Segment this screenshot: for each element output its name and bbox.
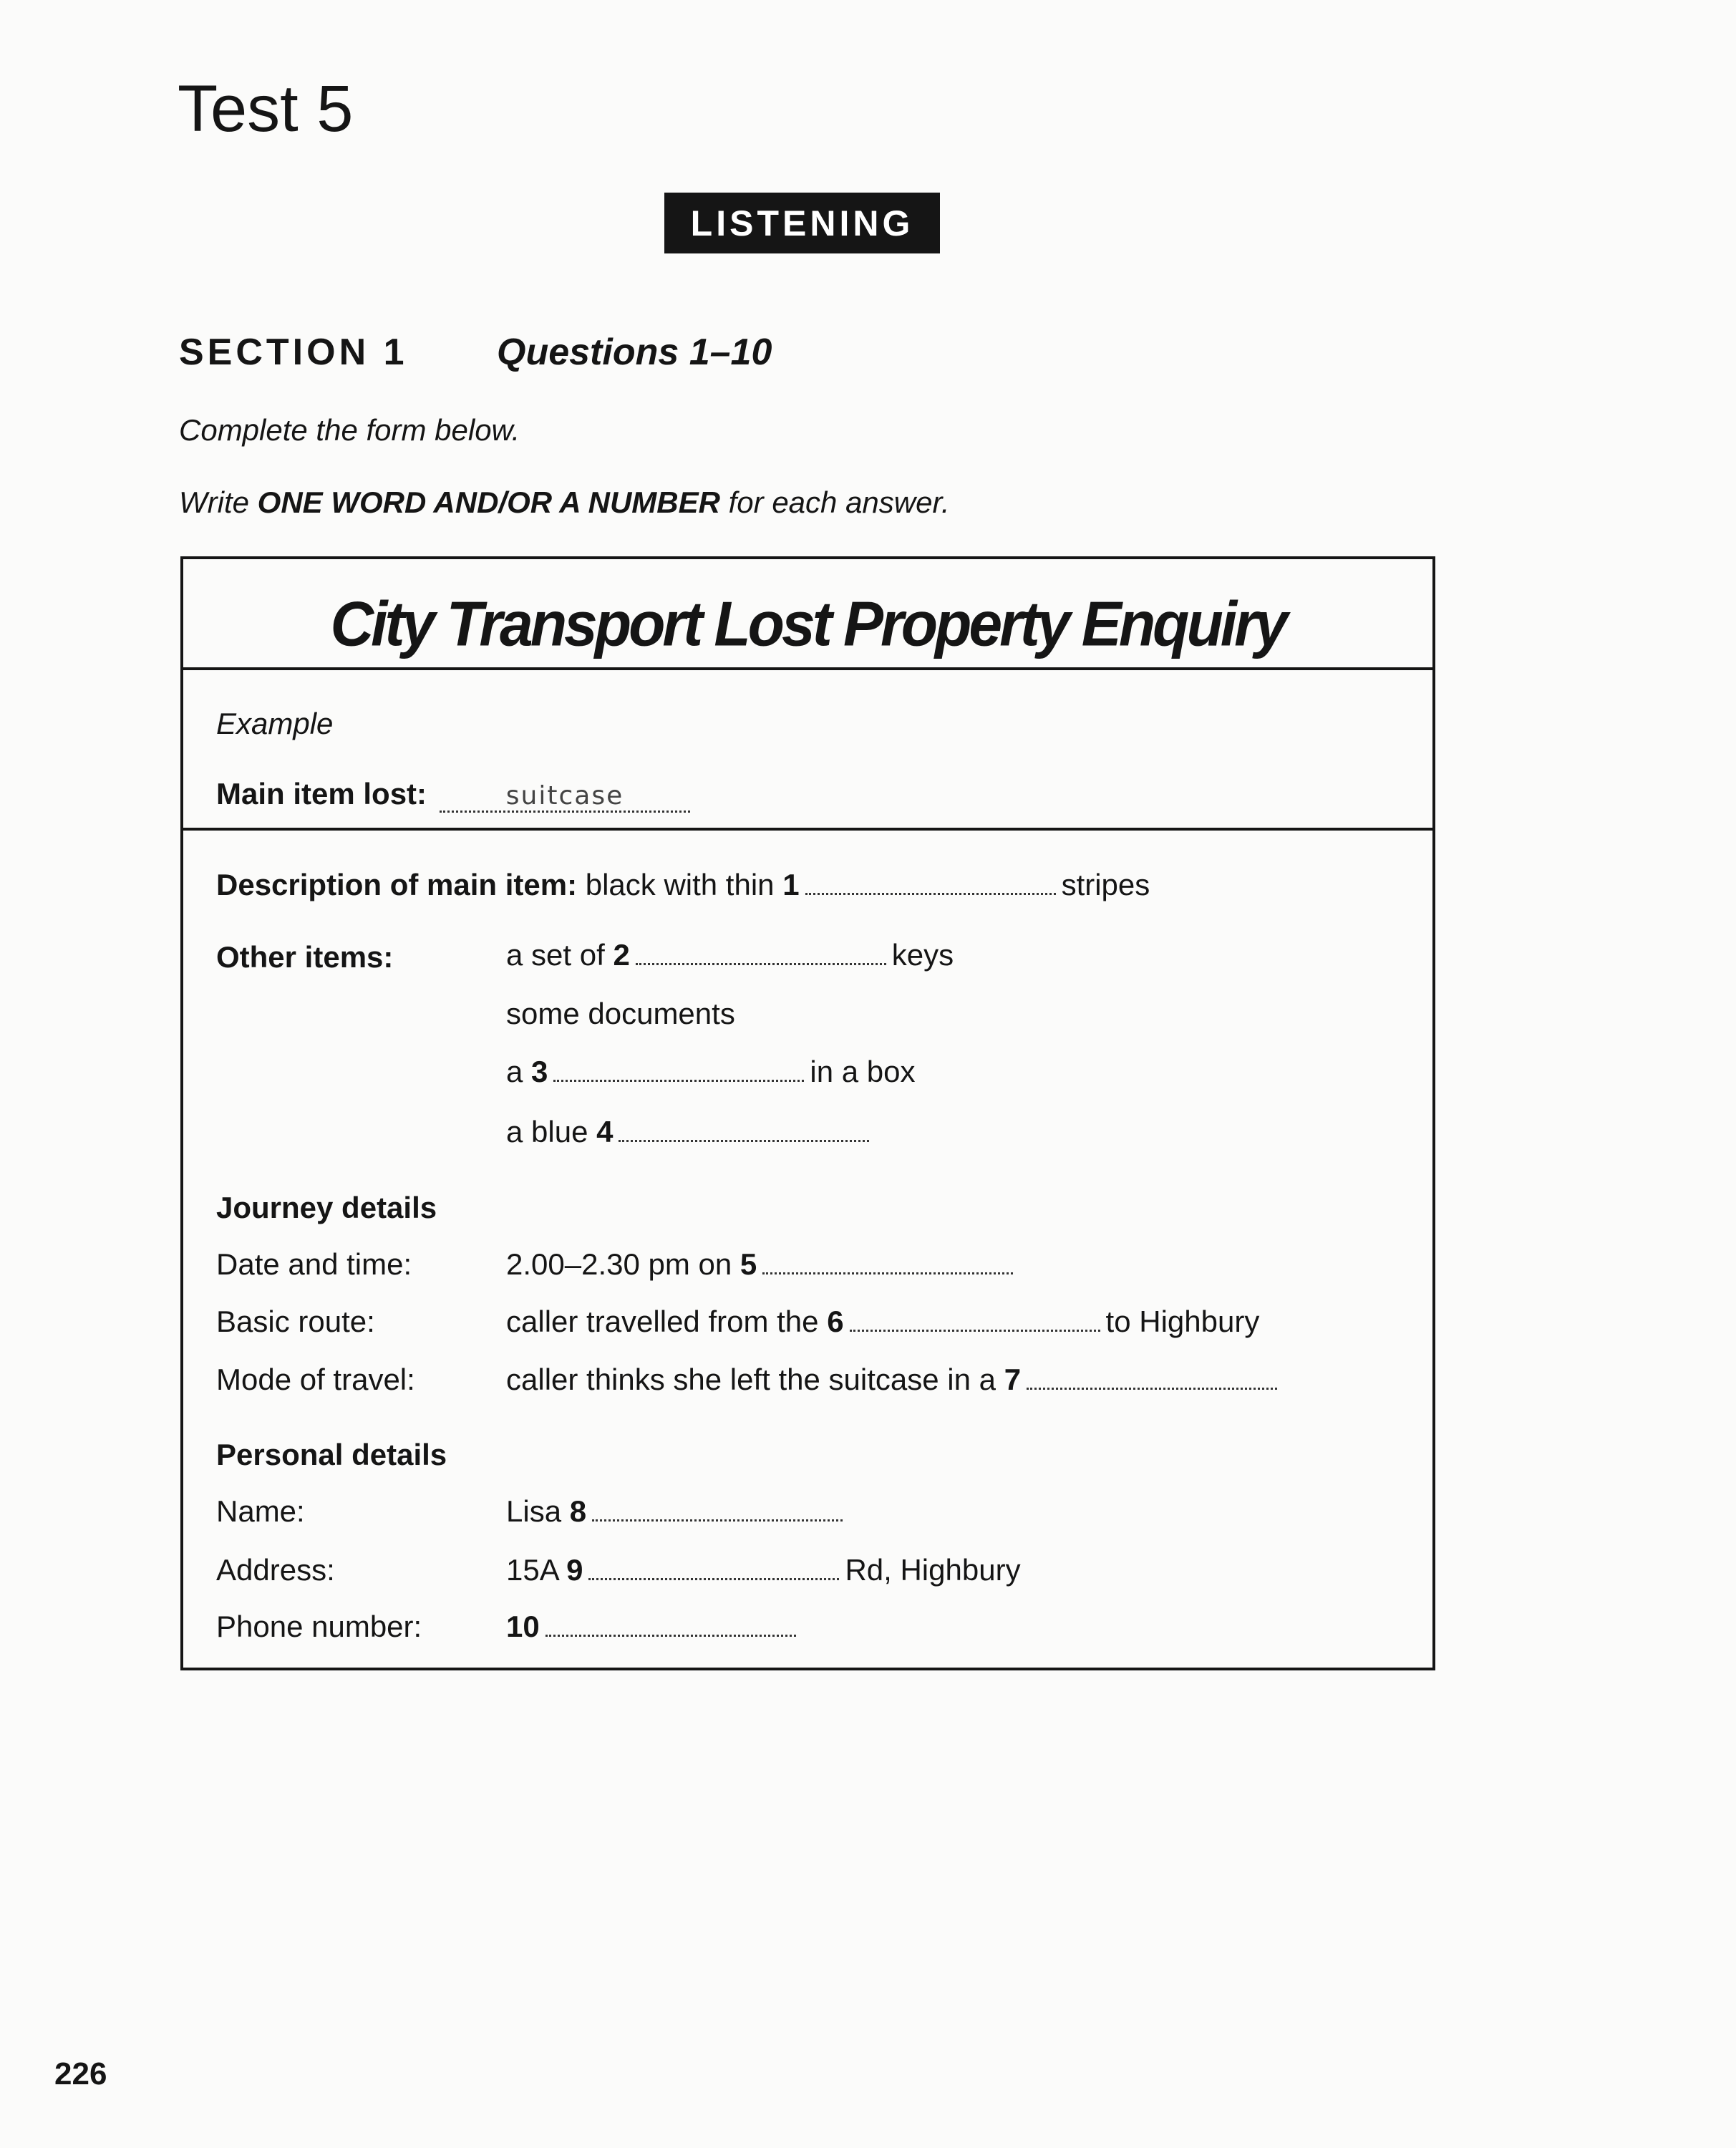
section-label: SECTION 1 xyxy=(179,332,408,373)
question-number: 5 xyxy=(740,1247,757,1281)
item-row: some documents xyxy=(506,997,735,1030)
journey-heading: Journey details xyxy=(216,1191,437,1224)
text: Rd, Highbury xyxy=(845,1553,1021,1587)
main-item-label: Main item lost: xyxy=(216,777,427,811)
instruction-text: for each answer. xyxy=(719,485,950,519)
description-row xyxy=(216,868,1150,902)
question-number: 10 xyxy=(506,1610,540,1643)
question-number: 1 xyxy=(782,868,800,901)
date-label: Date and time: xyxy=(216,1247,412,1281)
phone-row xyxy=(506,1610,802,1644)
address-label: Address: xyxy=(216,1553,335,1587)
mode-label: Mode of travel: xyxy=(216,1363,415,1396)
answer-blank-4[interactable] xyxy=(619,1139,869,1142)
answer-blank-6[interactable] xyxy=(850,1329,1100,1332)
phone-label: Phone number: xyxy=(216,1610,422,1643)
example-row xyxy=(216,777,690,813)
question-number: 3 xyxy=(531,1055,548,1088)
divider xyxy=(183,828,1432,831)
text: keys xyxy=(891,938,954,972)
example-label: Example xyxy=(216,707,334,740)
answer-blank-8[interactable] xyxy=(592,1519,843,1522)
name-label: Name: xyxy=(216,1494,305,1528)
answer-blank-5[interactable] xyxy=(762,1272,1013,1274)
text: a xyxy=(506,1055,523,1088)
text: to Highbury xyxy=(1105,1305,1260,1338)
text: 2.00–2.30 pm on xyxy=(506,1247,732,1281)
text: stripes xyxy=(1061,868,1150,901)
instruction-word-limit xyxy=(179,485,950,520)
question-number: 4 xyxy=(596,1115,614,1148)
name-row xyxy=(506,1494,848,1529)
mode-row xyxy=(506,1363,1283,1397)
answer-blank-9[interactable] xyxy=(588,1577,839,1580)
instruction-complete: Complete the form below. xyxy=(179,413,520,447)
route-row xyxy=(506,1305,1259,1339)
instruction-text: Write xyxy=(179,485,258,519)
text: caller travelled from the xyxy=(506,1305,819,1338)
description-label: Description of main item: xyxy=(216,868,578,901)
text: caller thinks she left the suitcase in a xyxy=(506,1363,996,1396)
question-number: 7 xyxy=(1004,1363,1022,1396)
answer-blank-1[interactable] xyxy=(805,892,1056,895)
personal-heading: Personal details xyxy=(216,1438,447,1471)
test-title: Test 5 xyxy=(178,72,354,145)
question-number: 8 xyxy=(569,1494,587,1528)
text: black with thin xyxy=(585,868,775,901)
enquiry-form xyxy=(180,556,1435,1670)
other-items-label: Other items: xyxy=(216,940,394,974)
instruction-emphasis: ONE WORD AND/OR A NUMBER xyxy=(257,485,720,519)
date-row xyxy=(506,1247,1019,1282)
question-number: 9 xyxy=(566,1553,583,1587)
text: a blue xyxy=(506,1115,588,1148)
divider xyxy=(183,667,1432,670)
form-title: City Transport Lost Property Enquiry xyxy=(330,588,1286,659)
text: Lisa xyxy=(506,1494,562,1528)
listening-badge: LISTENING xyxy=(664,193,940,253)
question-number: 2 xyxy=(613,938,630,972)
text: 15A xyxy=(506,1553,558,1587)
address-row xyxy=(506,1553,1021,1587)
answer-blank-10[interactable] xyxy=(545,1634,796,1637)
item-row xyxy=(506,938,954,972)
answer-blank-3[interactable] xyxy=(553,1079,804,1082)
answer-blank-2[interactable] xyxy=(636,962,886,965)
page-number: 226 xyxy=(54,2056,107,2091)
text: in a box xyxy=(810,1055,916,1088)
route-label: Basic route: xyxy=(216,1305,375,1338)
answer-blank-7[interactable] xyxy=(1027,1387,1277,1390)
text: a set of xyxy=(506,938,605,972)
questions-label: Questions 1–10 xyxy=(497,332,772,373)
example-answer: suitcase xyxy=(440,782,690,813)
item-row xyxy=(506,1115,875,1149)
question-number: 6 xyxy=(827,1305,844,1338)
item-row xyxy=(506,1055,916,1089)
